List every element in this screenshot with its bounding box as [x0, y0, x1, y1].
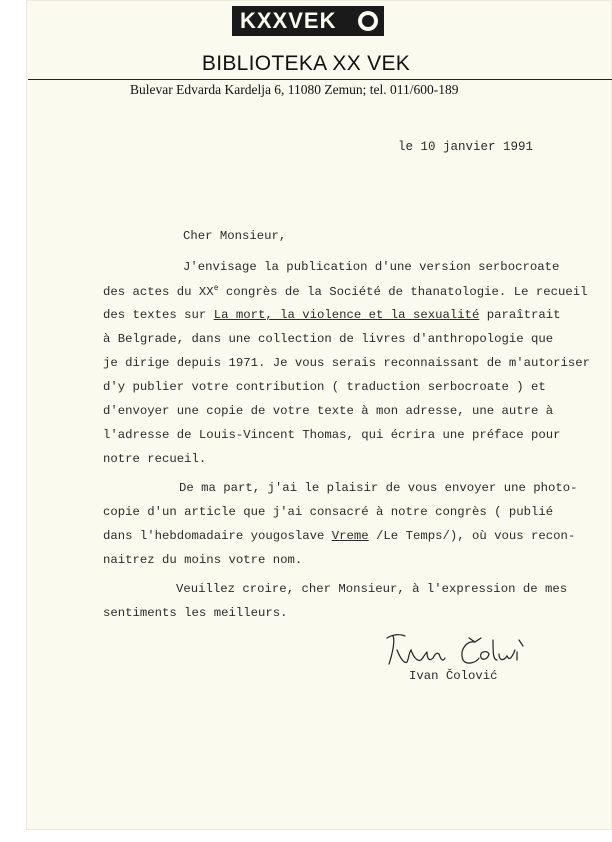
p1-line-3: des textes sur La mort, la violence et la sexualité paraîtrait: [103, 308, 561, 322]
closing-line-1: Veuillez croire, cher Monsieur, à l'expression de mes: [176, 582, 568, 596]
newspaper-title: Vreme: [331, 529, 369, 543]
p1-line-7: d'envoyer une copie de votre texte à mon adresse, une autre à: [103, 404, 554, 418]
p2-line-1: De ma part, j'ai le plaisir de vous envoyer une photo-: [179, 481, 578, 495]
p1-line-9: notre recueil.: [103, 452, 207, 466]
p2-line-4: naitrez du moins votre nom.: [103, 553, 303, 567]
organization-name: BIBLIOTEKA XX VEK: [201, 52, 411, 75]
publisher-logo: [232, 6, 384, 36]
signer-name: Ivan Čolović: [409, 669, 498, 683]
p1-line-2: des actes du XXe congrès de la Société de thanatologie. Le recueil: [103, 284, 588, 300]
salutation: Cher Monsieur,: [183, 229, 287, 243]
p1-line-4: à Belgrade, dans une collection de livres d'anthropologie que: [103, 332, 554, 346]
p2-line-3: dans l'hebdomadaire yougoslave Vreme /Le Temps/), où vous recon-: [103, 529, 576, 543]
p1-line-8: l'adresse de Louis-Vincent Thomas, qui écrira une préface pour: [103, 428, 561, 442]
p1-line-1: J'envisage la publication d'une version serbocroate: [183, 260, 560, 274]
p1-line-5: je dirige depuis 1971. Je vous serais reconnaissant de m'autoriser: [103, 356, 591, 370]
organization-address: Bulevar Edvarda Kardelja 6, 11080 Zemun; tel. 011/600-189: [130, 82, 459, 97]
letterhead-divider: [28, 79, 612, 80]
closing-line-2: sentiments les meilleurs.: [103, 606, 288, 620]
p2-line-2: copie d'un article que j'ai consacré à notre congrès ( publié: [103, 505, 554, 519]
book-title: La mort, la violence et la sexualité: [213, 308, 480, 322]
letter-date: le 10 janvier 1991: [398, 140, 534, 154]
p1-line-6: d'y publier votre contribution ( traduction serbocroate ) et: [103, 380, 546, 394]
svg-text:KXXVEK: KXXVEK: [240, 8, 337, 33]
